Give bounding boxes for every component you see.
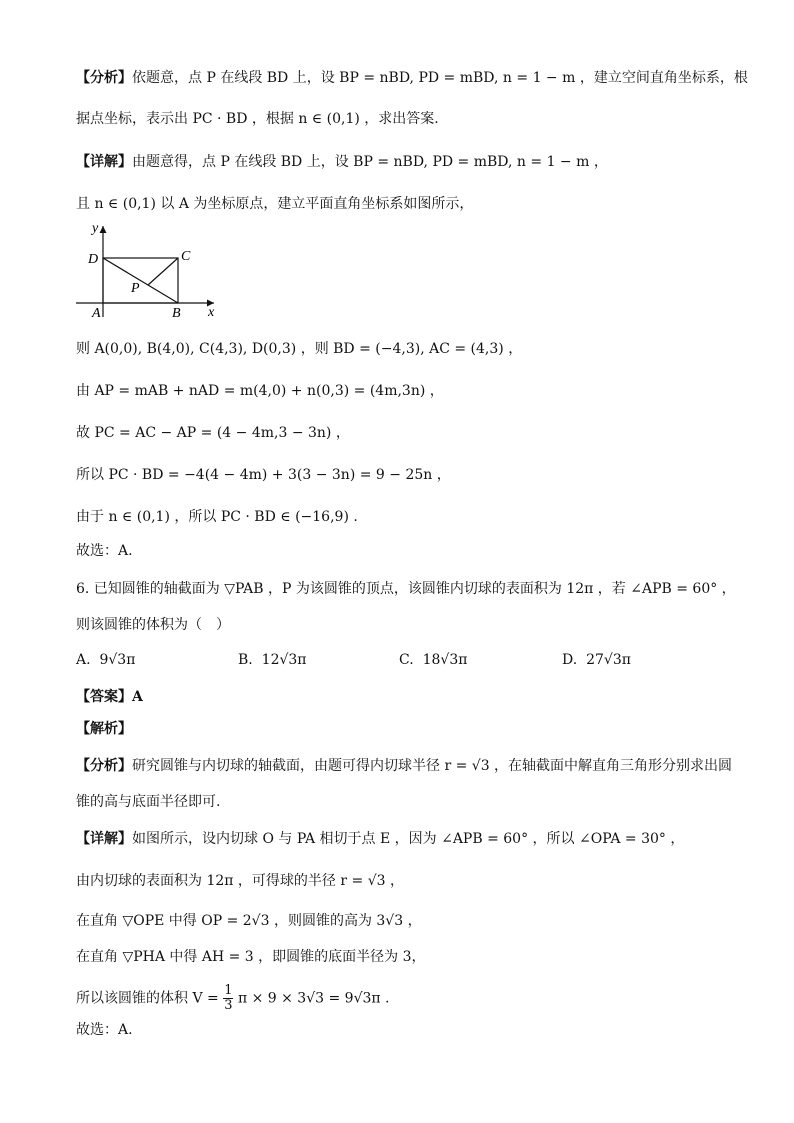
analysis-tag: 【分析】	[76, 70, 132, 86]
coordinate-figure	[76, 220, 226, 324]
option-label: B.	[238, 652, 253, 668]
analysis-text: 依题意，点 P 在线段 BD 上，设 BP = nBD, PD = mBD, n = 1 − m ，建立空间直角坐标系，根	[132, 70, 748, 86]
detail-tag: 【详解】	[76, 154, 132, 170]
point-label-a: A	[92, 306, 101, 320]
solution-step-5: 由于 n ∈ (0,1) ，所以 PC · BD ∈ (−16,9) .	[76, 509, 358, 525]
option-value: 9√3π	[99, 652, 136, 668]
volume-suffix: π × 9 × 3√3 = 9√3π .	[237, 990, 390, 1007]
option-d	[562, 652, 631, 668]
option-c	[399, 652, 467, 668]
solution-step-4: 所以 PC · BD = −4(4 − 4m) + 3(3 − 3n) = 9 − 25n ，	[76, 467, 451, 483]
detail-text-line3: 在直角 ▽OPE 中得 OP = 2√3 ，则圆锥的高为 3√3 ，	[76, 913, 422, 929]
point-label-c: C	[181, 249, 191, 264]
detail-paragraph-6	[76, 829, 684, 849]
fraction-numerator: 1	[224, 983, 233, 998]
analysis-paragraph-5	[76, 68, 748, 88]
solution-step-3: 故 PC = AC − AP = (4 − 4m,3 − 3n) ，	[76, 425, 350, 441]
question-6-stem-line2: 则该圆锥的体积为（ ）	[76, 617, 230, 633]
option-label: D.	[562, 652, 578, 668]
analysis-paragraph-6	[76, 756, 732, 776]
volume-formula	[76, 984, 390, 1013]
point-label-d: D	[88, 252, 99, 267]
option-label: C.	[399, 652, 414, 668]
analysis-text-line2: 据点坐标，表示出 PC · BD ，根据 n ∈ (0,1) ，求出答案.	[76, 111, 439, 127]
rectangle-diagram	[76, 220, 226, 320]
detail-text-line2: 由内切球的表面积为 12π ，可得球的半径 r = √3 ，	[76, 873, 404, 889]
solution-step-2: 由 AP = mAB + nAD = m(4,0) + n(0,3) = (4m,3n) ，	[76, 383, 444, 399]
option-b	[238, 652, 307, 668]
detail-tag: 【详解】	[76, 831, 132, 847]
analysis-text-line2: 锥的高与底面半径即可.	[76, 794, 221, 810]
detail-paragraph-5	[76, 152, 608, 172]
axis-label-y: y	[92, 221, 99, 236]
analysis-text: 研究圆锥与内切球的轴截面，由题可得内切球半径 r = √3 ，在轴截面中解直角三角形分别求出圆	[132, 758, 733, 774]
fraction-one-third	[223, 984, 233, 1013]
question-6-stem: 6. 已知圆锥的轴截面为 ▽PAB ，P 为该圆锥的顶点，该圆锥内切球的表面积为 12π ，若 ∠APB = 60° ，	[76, 581, 736, 597]
option-a	[76, 652, 135, 668]
choice-5: 故选：A.	[76, 543, 133, 559]
detail-text: 如图所示，设内切球 O 与 PA 相切于点 E ，因为 ∠APB = 60° ，所以 ∠OPA = 30° ，	[132, 831, 685, 847]
axis-label-x: x	[208, 305, 215, 320]
fraction-denominator: 3	[224, 998, 233, 1013]
option-label: A.	[76, 652, 91, 668]
point-label-b: B	[172, 306, 181, 320]
explain-tag: 【解析】	[76, 721, 132, 737]
answer-tag: 【答案】A	[76, 689, 143, 705]
solution-step-1: 则 A(0,0), B(4,0), C(4,3), D(0,3) ，则 BD = (−4,3), AC = (4,3) ，	[76, 341, 523, 357]
volume-prefix: 所以该圆锥的体积 V =	[76, 990, 219, 1007]
detail-text-line4: 在直角 ▽PHA 中得 AH = 3 ，即圆锥的底面半径为 3，	[76, 949, 426, 965]
option-value: 18√3π	[422, 652, 468, 668]
diagonal-bd	[103, 258, 178, 303]
point-label-p: P	[131, 281, 140, 296]
detail-text: 由题意得，点 P 在线段 BD 上，设 BP = nBD, PD = mBD, n = 1 − m ，	[132, 154, 608, 170]
choice-6: 故选：A.	[76, 1022, 133, 1038]
option-value: 12√3π	[261, 652, 307, 668]
option-value: 27√3π	[586, 652, 631, 668]
analysis-tag: 【分析】	[76, 758, 132, 774]
detail-text-line2: 且 n ∈ (0,1) 以 A 为坐标原点，建立平面直角坐标系如图所示，	[76, 196, 474, 212]
segment-pc	[148, 258, 178, 285]
